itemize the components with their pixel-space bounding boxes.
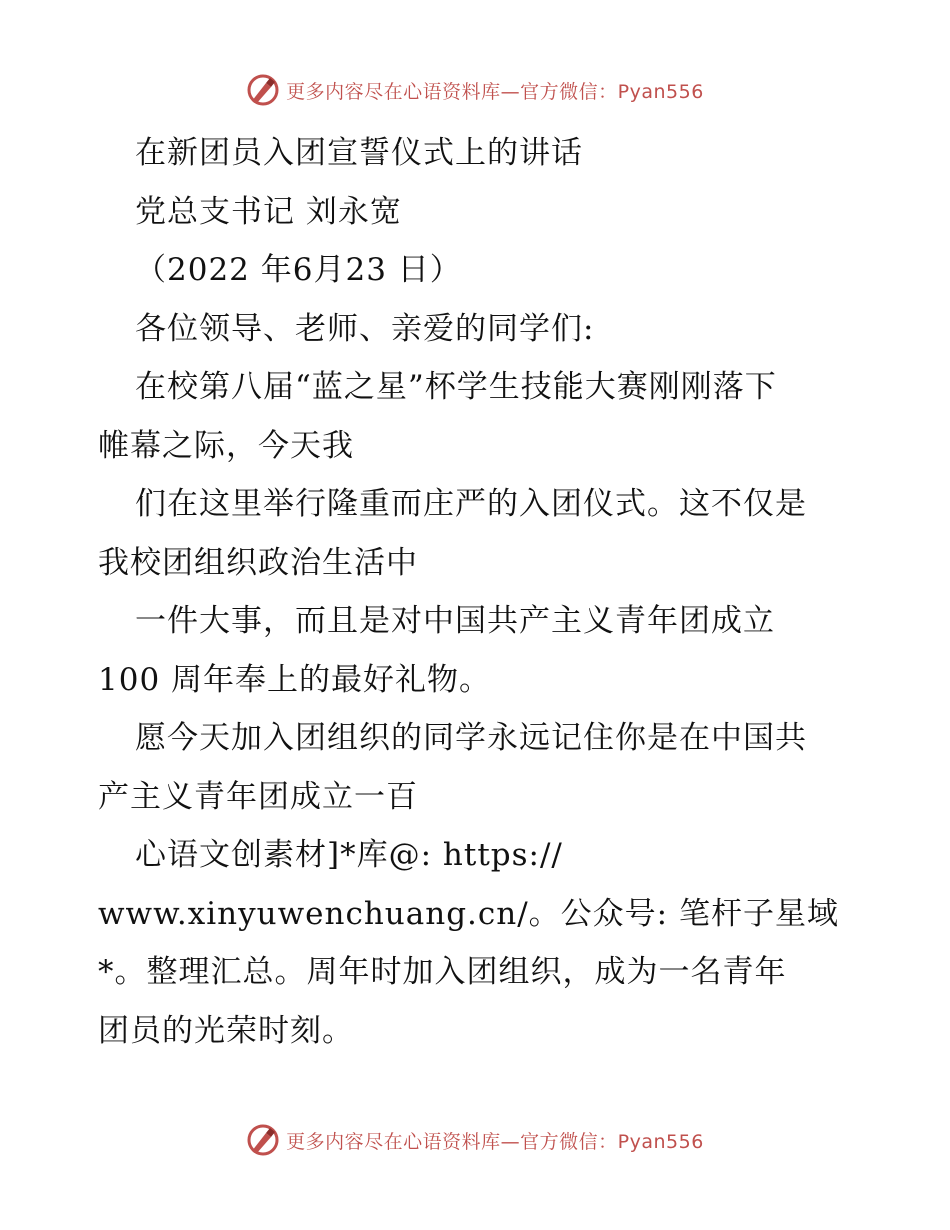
speech-title: 在新团员入团宣誓仪式上的讲话 bbox=[135, 135, 583, 171]
body-line: 一件大事，而且是对中国共产主义青年团成立 bbox=[135, 603, 775, 639]
footer-banner-text: 更多内容尽在心语资料库—官方微信：Pyan556 bbox=[286, 1130, 704, 1153]
body-line: www.xinyuwenchuang.cn/。公众号: 笔杆子星域 bbox=[98, 895, 839, 932]
body-line: 100 周年奉上的最好礼物。 bbox=[98, 661, 492, 698]
document-body bbox=[98, 124, 858, 1060]
pen-logo-icon bbox=[246, 1123, 280, 1157]
body-line: 心语文创素材]*库@: https:// bbox=[135, 837, 563, 873]
speaker-line: 党总支书记 刘永宽 bbox=[135, 193, 402, 230]
footer-banner bbox=[0, 1120, 950, 1160]
body-line: *。整理汇总。周年时加入团组织，成为一名青年 bbox=[98, 954, 787, 990]
body-line: 在校第八届“蓝之星”杯学生技能大赛刚刚落下 bbox=[135, 369, 777, 405]
header-banner-text: 更多内容尽在心语资料库—官方微信：Pyan556 bbox=[286, 80, 704, 103]
body-line: 愿今天加入团组织的同学永远记住你是在中国共 bbox=[135, 720, 807, 756]
body-line: 我校团组织政治生活中 bbox=[98, 544, 418, 581]
body-line: 产主义青年团成立一百 bbox=[98, 778, 418, 815]
body-line: 团员的光荣时刻。 bbox=[98, 1012, 354, 1049]
salutation: 各位领导、老师、亲爱的同学们: bbox=[135, 310, 595, 347]
header-banner bbox=[0, 70, 950, 110]
pen-logo-icon bbox=[246, 73, 280, 107]
date-line: （2022 年6月23 日） bbox=[135, 252, 462, 288]
body-line: 帷幕之际，今天我 bbox=[98, 427, 354, 464]
body-line: 们在这里举行隆重而庄严的入团仪式。这不仅是 bbox=[135, 486, 807, 522]
